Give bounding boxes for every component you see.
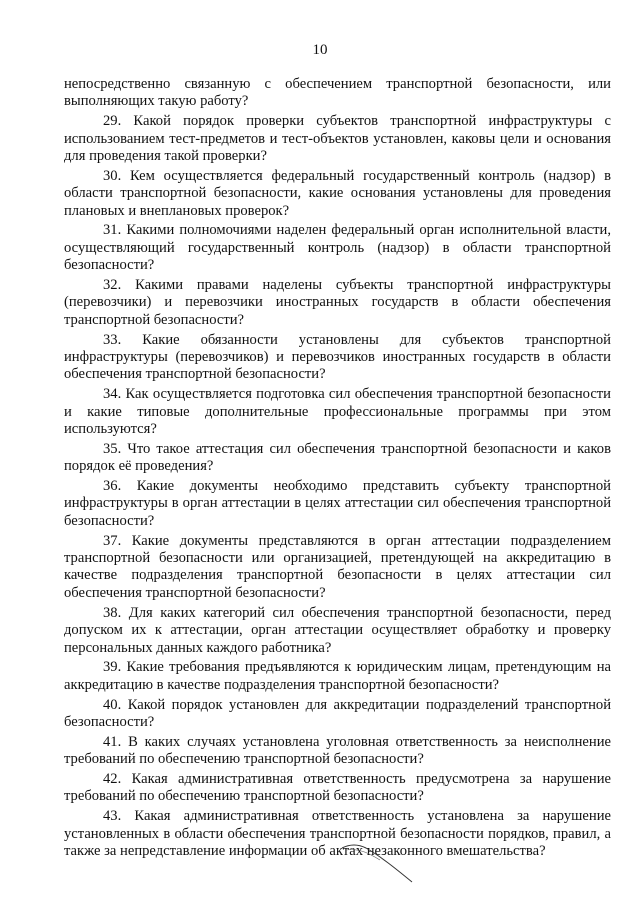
pen-stroke-mark bbox=[340, 838, 420, 888]
question-33: 33. Какие обязанности установлены для субъектов транспортной инфраструктуры (перевозчиков) и перевозчиков иностранных государств в области обеспечения транспортной безопасности? bbox=[64, 331, 611, 383]
question-37: 37. Какие документы представляются в орган аттестации подразделением транспортной безопасности или организацией, претендующей на аккредитацию в качестве подразделения транспортной безопасности в целях аттестации сил обеспечения транспортной безопасности? bbox=[64, 532, 611, 601]
question-30: 30. Кем осуществляется федеральный государственный контроль (надзор) в области транспортной безопасности, какие основания установлены для проведения плановых и внеплановых проверок? bbox=[64, 167, 611, 219]
question-29: 29. Какой порядок проверки субъектов транспортной инфраструктуры с использованием тест-предметов и тест-объектов установлен, каковы цели и основания для проведения такой проверки? bbox=[64, 113, 611, 165]
question-35: 35. Что такое аттестация сил обеспечения транспортной безопасности и каков порядок её проведения? bbox=[64, 440, 611, 475]
paragraph-continuation: непосредственно связанную с обеспечением транспортной безопасности, или выполняющих такую работу? bbox=[64, 76, 611, 110]
question-34: 34. Как осуществляется подготовка сил обеспечения транспортной безопасности и какие типовые дополнительные профессиональные программы при этом используются? bbox=[64, 386, 611, 438]
question-40: 40. Какой порядок установлен для аккредитации подразделений транспортной безопасности? bbox=[64, 696, 611, 730]
question-43: 43. Какая административная ответственность установлена за нарушение установленных в области обеспечения транспортной безопасности порядков, правил, а также за непредставление информации об актах незаконного вмешательства? bbox=[64, 808, 611, 859]
question-list bbox=[64, 76, 611, 863]
question-36: 36. Какие документы необходимо представить субъекту транспортной инфраструктуры в орган аттестации в целях аттестации сил обеспечения транспортной безопасности? bbox=[64, 478, 611, 529]
question-32: 32. Какими правами наделены субъекты транспортной инфраструктуры (перевозчики) и перевозчики иностранных государств в области обеспечения транспортной безопасности? bbox=[64, 277, 611, 328]
question-42: 42. Какая административная ответственность предусмотрена за нарушение требований по обеспечению транспортной безопасности? bbox=[64, 770, 611, 805]
question-39: 39. Какие требования предъявляются к юридическим лицам, претендующим на аккредитацию в качестве подразделения транспортной безопасности? bbox=[64, 659, 611, 693]
page-number: 10 bbox=[312, 42, 328, 58]
question-38: 38. Для каких категорий сил обеспечения транспортной безопасности, перед допуском их к аттестации, орган аттестации осуществляет обработку и проверку персональных данных каждого работника? bbox=[64, 604, 611, 656]
question-31: 31. Какими полномочиями наделен федеральный орган исполнительной власти, осуществляющий государственный контроль (надзор) в области транспортной безопасности? bbox=[64, 222, 611, 274]
question-41: 41. В каких случаях установлена уголовная ответственность за неисполнение требований по обеспечению транспортной безопасности? bbox=[64, 733, 611, 768]
